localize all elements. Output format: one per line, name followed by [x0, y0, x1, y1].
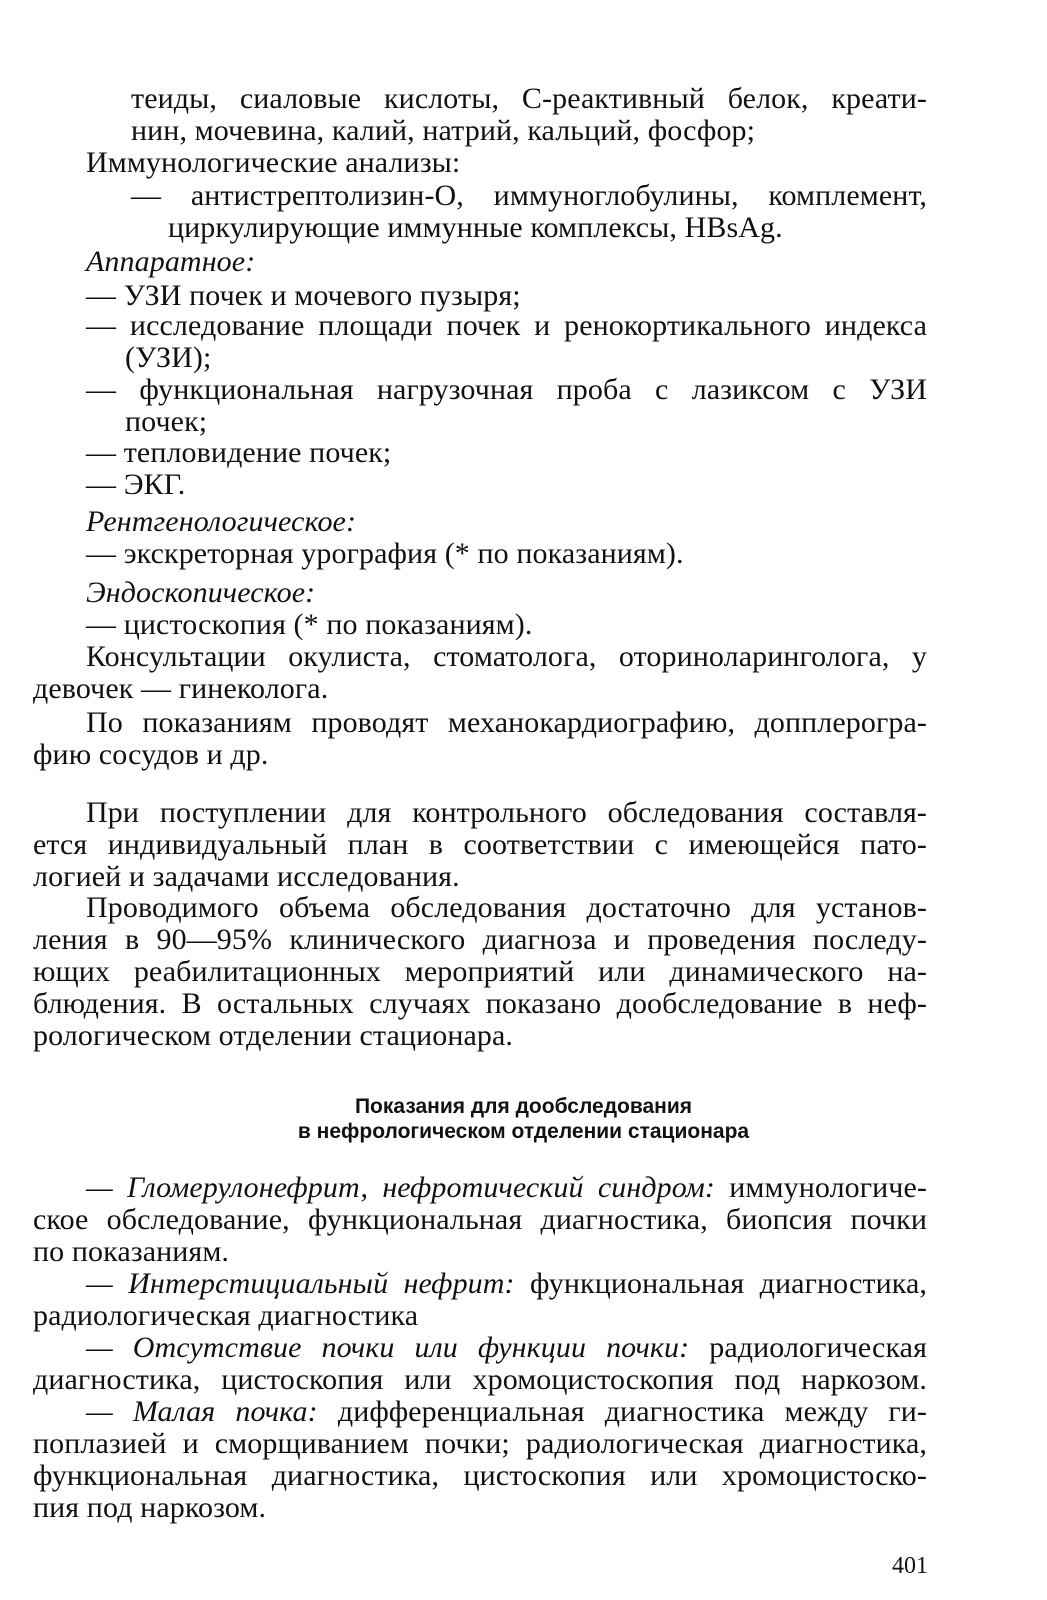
text-line: блюдения. В остальных случаях показано дообследование в неф-	[33, 987, 927, 1020]
text-line: ется индивидуальный план в соответствии с имеющейся пато-	[33, 828, 927, 861]
page-number: 401	[892, 1553, 928, 1579]
indication-item	[86, 1395, 927, 1429]
list-item: — цистоскопия (* по показаниям).	[86, 608, 533, 641]
text-line: ющих реабилитационных мероприятий или динамического на-	[33, 955, 927, 988]
indication-text: функциональная диагностика,	[530, 1267, 927, 1300]
text-line: функциональная диагностика, цистоскопия или хромоцистоско-	[33, 1459, 927, 1492]
list-item-continuation: (УЗИ);	[125, 341, 212, 374]
list-item: — экскреторная урография (* по показаниям).	[86, 537, 684, 570]
text-line: радиологическая диагностика	[33, 1299, 419, 1332]
list-item: — функциональная нагрузочная проба с лазиксом с УЗИ	[86, 373, 927, 406]
list-item: — исследование площади почек и ренокортикального индекса	[86, 309, 927, 342]
text-line: Иммунологические анализы:	[86, 146, 461, 179]
section-heading-line-2: в нефрологическом отделении стационара	[297, 1120, 750, 1143]
section-label-endoscopy: Эндоскопическое:	[86, 576, 316, 609]
text-line: Консультации окулиста, стоматолога, оториноларинголога, у	[86, 640, 927, 673]
indication-item	[86, 1171, 927, 1205]
text-line: диагностика, цистоскопия или хромоцистоскопия под наркозом.	[33, 1363, 927, 1396]
list-item: — ЭКГ.	[86, 468, 186, 501]
text-line: По показаниям проводят механокардиографию, допплерогра-	[86, 706, 927, 739]
text-line: циркулирующие иммунные комплексы, HBsAg.	[168, 211, 783, 244]
text-line: поплазией и сморщиванием почки; радиологическая диагностика,	[33, 1427, 927, 1460]
text-line: Проводимого объема обследования достаточно для установ-	[86, 891, 927, 924]
list-item-continuation: почек;	[125, 405, 208, 438]
text-line: фию сосудов и др.	[33, 738, 269, 771]
indication-item	[86, 1331, 927, 1365]
indication-term: — Интерстициальный нефрит:	[86, 1267, 515, 1300]
indication-term: — Отсутствие почки или функции почки:	[86, 1331, 690, 1364]
text-line: пия под наркозом.	[33, 1491, 267, 1524]
list-item: — тепловидение почек;	[86, 436, 392, 469]
text-line: по показаниям.	[33, 1235, 230, 1268]
text-line: ления в 90—95% клинического диагноза и проведения последу-	[33, 923, 927, 956]
text-line: логией и задачами исследования.	[33, 860, 460, 893]
text-line: — антистрептолизин-О, иммуноглобулины, комплемент,	[131, 179, 927, 212]
text-line: нин, мочевина, калий, натрий, кальций, фосфор;	[131, 114, 756, 147]
text-line: ское обследование, функциональная диагностика, биопсия почки	[33, 1203, 927, 1236]
indication-text: радиологическая	[709, 1331, 927, 1364]
section-heading-line-1: Показания для дообследования	[354, 1095, 693, 1118]
text-line: рологическом отделении стационара.	[33, 1019, 514, 1052]
section-label-apparatus: Аппаратное:	[86, 245, 256, 278]
list-item: — УЗИ почек и мочевого пузыря;	[86, 279, 521, 312]
indication-term: — Малая почка:	[86, 1395, 318, 1428]
section-label-radiology: Рентгенологическое:	[86, 505, 357, 538]
indication-term: — Гломерулонефрит, нефротический синдром:	[86, 1171, 716, 1204]
text-line: теиды, сиаловые кислоты, С-реактивный белок, креати-	[131, 82, 927, 115]
indication-item	[86, 1267, 927, 1301]
text-line: При поступлении для контрольного обследования составля-	[86, 796, 927, 829]
indication-text: иммунологиче-	[729, 1171, 927, 1204]
text-line: девочек — гинеколога.	[33, 672, 329, 705]
indication-text: дифференциальная диагностика между ги-	[337, 1395, 927, 1428]
